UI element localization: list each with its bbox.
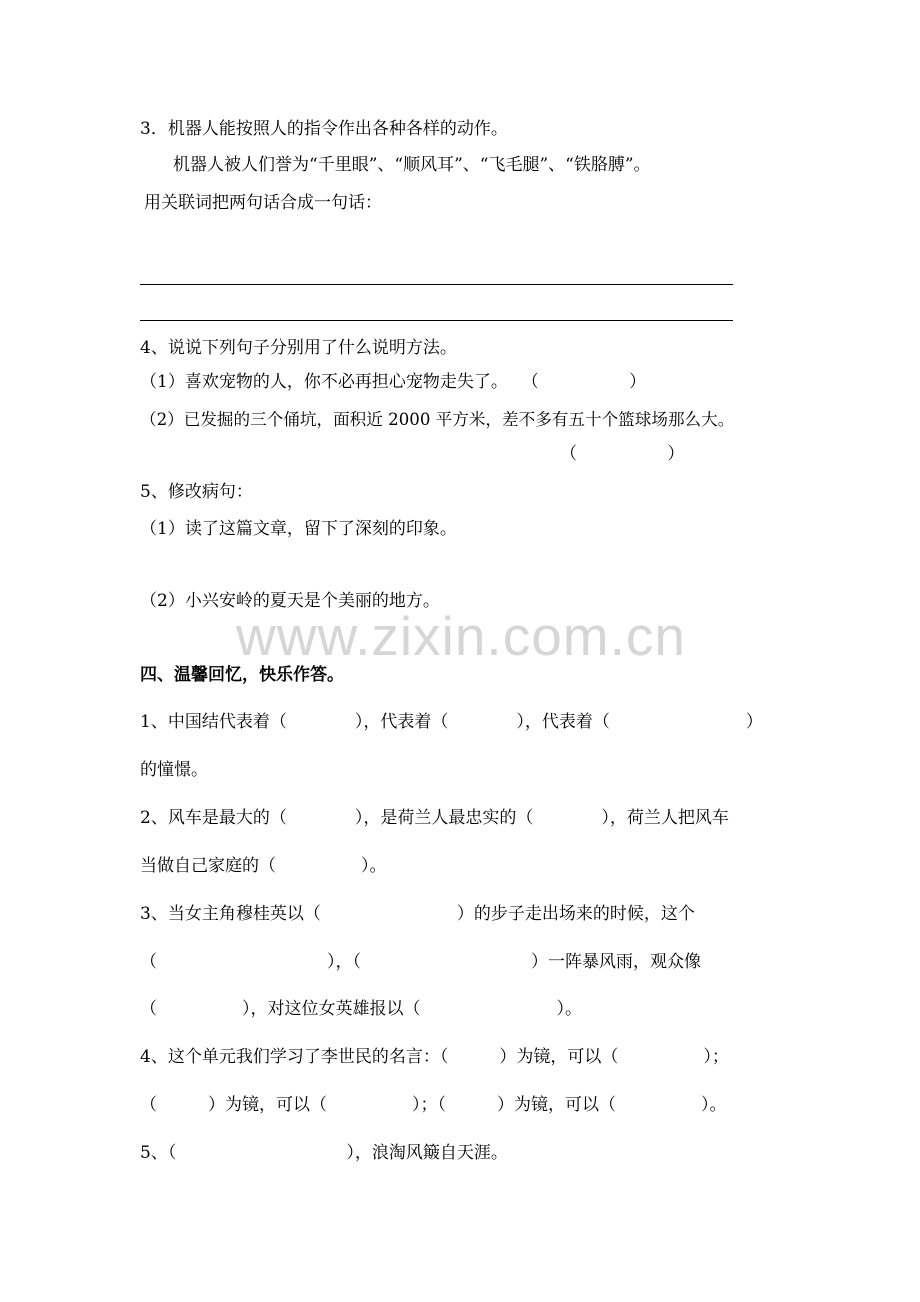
section-4-line-4: 当做自己家庭的（ ）。	[140, 856, 387, 876]
answer-line-1	[140, 284, 733, 285]
section-4-line-3: 2、风车是最大的（ ），是荷兰人最忠实的（ ），荷兰人把风车	[140, 808, 729, 828]
question-4-sentence-2: （2）已发掘的三个俑坑，面积近 2000 平方米，差不多有五十个篮球场那么大。	[140, 410, 735, 429]
section-4-line-7: （ ），对这位女英雄报以（ ）。	[140, 999, 582, 1019]
question-3-line-1: 3．机器人能按照人的指令作出各种各样的动作。	[140, 119, 508, 139]
section-4-line-5: 3、当女主角穆桂英以（ ）的步子走出场来的时候，这个	[140, 904, 695, 924]
section-4-heading: 四、温馨回忆，快乐作答。	[140, 665, 344, 685]
question-4-sentence-1: （1）喜欢宠物的人，你不必再担心宠物走失了。 （ ）	[140, 372, 647, 392]
question-3-instruction: 用关联词把两句话合成一句话：	[144, 193, 382, 213]
section-4-line-10: 5、（ ），浪淘风簸自天涯。	[140, 1143, 508, 1163]
section-4-line-6: （ ），（ ）一阵暴风雨，观众像	[140, 952, 701, 972]
section-4-line-9: （ ）为镜，可以（ ）；（ ）为镜，可以（ ）。	[140, 1095, 727, 1115]
question-5-title: 5、修改病句：	[140, 482, 253, 502]
answer-line-2	[140, 320, 733, 321]
section-4-line-1: 1、中国结代表着（ ），代表着（ ），代表着（ ）	[140, 712, 763, 732]
question-3-line-2: 机器人被人们誉为“千里眼”、“顺风耳”、“飞毛腿”、“铁胳膊”。	[173, 155, 651, 175]
question-5-sentence-2: （2）小兴安岭的夏天是个美丽的地方。	[140, 591, 440, 611]
watermark: www.zixin.com.cn	[236, 605, 686, 667]
question-5-sentence-1: （1）读了这篇文章，留下了深刻的印象。	[140, 519, 457, 539]
section-4-line-8: 4、这个单元我们学习了李世民的名言：（ ）为镜，可以（ ）；	[140, 1047, 729, 1067]
section-4-line-2: 的憧憬。	[140, 760, 208, 780]
question-4-title: 4、说说下列句子分别用了什么说明方法。	[140, 338, 457, 358]
question-4-sentence-2-blank: （ ）	[560, 444, 685, 464]
